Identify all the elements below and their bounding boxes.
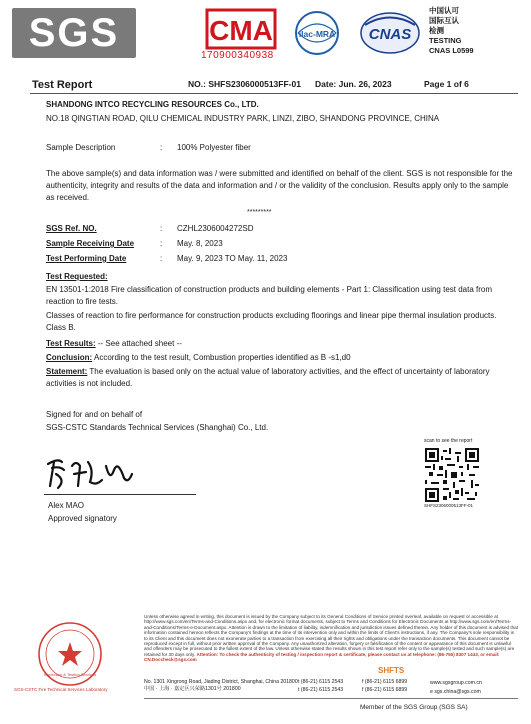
accreditation-cn-1: 中国认可 [429, 6, 459, 15]
accreditation-en-2: CNAS L0599 [429, 46, 474, 55]
test-requested-standard: EN 13501-1:2018 Fire classification of construction products and building elements - Part 1: Classification using test data from reaction to fire tests. [46, 285, 493, 306]
sample-receiving-label: Sample Receiving Date [46, 239, 135, 248]
test-results [46, 338, 518, 350]
test-results-text: -- See attached sheet -- [95, 339, 182, 348]
sample-description-colon: : [160, 143, 163, 152]
report-number-value: SHFS2306000513FF-01 [208, 79, 301, 89]
lab-address-en: No. 1301 Xingrong Road, Jiading District, Shanghai, China 201800 [144, 679, 298, 685]
shfts-mark: SHFTS [378, 666, 405, 675]
conclusion-label: Conclusion: [46, 353, 93, 362]
sgs-logo: SGS [12, 8, 136, 58]
lab-fax-1: f (86-21) 6115 6899 [362, 679, 408, 685]
statement-label: Statement: [46, 367, 88, 376]
sgs-ref-value: CZHL2306004272SD [177, 224, 254, 233]
test-requested-class: Classes of reaction to fire performance for construction products excluding floorings and linear pipe thermal insulation products. Class B. [46, 311, 497, 332]
lab-web-email [430, 679, 482, 697]
header-divider [30, 93, 518, 94]
authenticity-attention: Attention: To check the authenticity of testing / inspection report & certificate, please contact us at telephone: (86-755) 8307 1443, or email: CN.Doccheck@sgs.com [144, 651, 500, 663]
disclaimer-text: The above sample(s) and data information was / were submitted and identified on behalf of the client. SGS is not responsible for the authenticity, integrity and results of the data and information and / or the validity of the conclusion. Results apply only to the sample as received. [46, 169, 513, 202]
ilac-mra-logo [288, 10, 346, 56]
footer-divider [144, 698, 518, 699]
signature-line [44, 494, 196, 495]
report-number-label: NO.: [188, 79, 206, 89]
lab-fax-2: f (86-21) 6115 6899 [362, 687, 408, 693]
report-number [188, 79, 301, 89]
lab-tel: t (86-21) 6115 2543 [298, 679, 344, 685]
conclusion-text: According to the test result, Combustion properties identified as B -s1,d0 [92, 353, 351, 362]
inspection-seal-icon [28, 620, 112, 690]
seal-inner-text: Inspection & Testing Services [43, 672, 97, 677]
test-performing-label: Test Performing Date [46, 254, 127, 263]
cnas-logo [359, 10, 421, 56]
lab-tel-2: t (86-21) 6115 2543 [298, 687, 344, 693]
accreditation-cn-2: 国际互认 [429, 16, 459, 25]
client-name: SHANDONG INTCO RECYCLING RESOURCES Co., LTD. [46, 100, 259, 109]
signed-for-text: Signed for and on behalf of [46, 410, 143, 419]
accreditation-text [429, 6, 474, 56]
terms-text: Unless otherwise agreed in writing, this document is issued by the Company subject to its General Conditions of Service printed overleaf, available on request or accessible at http://www.sgs.com/en/Terms-and-Conditions.aspx and, for electronic format documents, subject to Terms and Conditions for Electronic Documents at http://www.sgs.com/en/Terms-and-Conditions/Terms-e-Document.aspx. Attention is drawn to the limitation of liability, indemnification and jurisdiction issues defined therein. Any holder of this document is advised that information contained hereon reflects the Company's findings at the time of its intervention only and within the limits of Client's instructions, if any. The Company's sole responsibility is to its Client and this document does not exonerate parties to a transaction from exercising all their rights and obligations under the transaction documents. This document cannot be reproduced except in full, without prior written approval of the Company. Any unauthorized alteration, forgery or falsification of the content or appearance of this document is unlawful and offenders may be prosecuted to the fullest extent of the law. Unless otherwise stated the results shown in this test report refer only to the sample(s) tested and such sample(s) are retained for 30 days only. [144, 614, 518, 657]
cma-letters: CMA [209, 15, 273, 46]
statement [46, 366, 518, 390]
sample-description-value: 100% Polyester fiber [177, 143, 251, 152]
qr-code-number: SHFS2306000513FF-01 [424, 503, 474, 508]
lab-email[interactable]: e sgs.china@sgs.com [430, 689, 481, 695]
accreditation-en-1: TESTING [429, 36, 462, 45]
client-address: NO.18 QINGTIAN ROAD, QILU CHEMICAL INDUSTRY PARK, LINZI, ZIBO, SHANDONG PROVINCE, CHINA [46, 114, 440, 123]
sgs-ref-label: SGS Ref. NO. [46, 224, 97, 233]
accreditation-cn-3: 检测 [429, 26, 444, 35]
separator-stars: ********* [247, 209, 272, 216]
lab-fax [362, 679, 407, 693]
report-date [315, 79, 392, 89]
statement-text: The evaluation is based only on the actual value of laboratory activities, and the effect of uncertainty of laboratory activities is not included. [46, 367, 490, 388]
test-requested-label: Test Requested: [46, 272, 108, 281]
lab-phone-fax [298, 679, 343, 693]
report-date-label: Date: [315, 79, 337, 89]
signatory-title: Approved signatory [48, 514, 117, 523]
sgs-ref-colon: : [160, 224, 163, 233]
seal-caption: SGS-CSTC Fire Technical Services Laboratory [14, 687, 108, 692]
sample-receiving-colon: : [160, 239, 163, 248]
report-date-value: Jun. 26, 2023 [338, 79, 392, 89]
ilac-text: ilac-MRA [298, 29, 336, 39]
sgs-group-member: Member of the SGS Group (SGS SA) [360, 704, 468, 711]
lab-address [144, 679, 298, 693]
signatory-name: Alex MAO [48, 501, 85, 510]
qr-code-icon [425, 448, 479, 502]
lab-postcode: 201800 [223, 686, 241, 692]
page-indicator: Page 1 of 6 [424, 79, 469, 89]
test-results-label: Test Results: [46, 339, 96, 348]
handwritten-signature [44, 452, 134, 492]
cnas-text: CNAS [368, 26, 412, 43]
lab-address-cn [144, 686, 298, 693]
test-performing-colon: : [160, 254, 163, 263]
sample-description-label: Sample Description [46, 143, 116, 152]
lab-address-cn-text: 中国 · 上海 · 嘉定区兴荣路1301号 [144, 686, 222, 692]
signing-company: SGS-CSTC Standards Technical Services (Shanghai) Co., Ltd. [46, 423, 269, 432]
sample-receiving-value: May. 8, 2023 [177, 239, 223, 248]
lab-website[interactable]: www.sgsgroup.com.cn [430, 680, 482, 686]
terms-fine-print [144, 614, 518, 663]
test-performing-value: May. 9, 2023 TO May. 11, 2023 [177, 254, 288, 263]
cma-number: 170900340938 [201, 50, 274, 61]
report-title: Test Report [32, 79, 93, 91]
qr-caption: scan to see the report [424, 438, 473, 444]
conclusion [46, 352, 518, 364]
